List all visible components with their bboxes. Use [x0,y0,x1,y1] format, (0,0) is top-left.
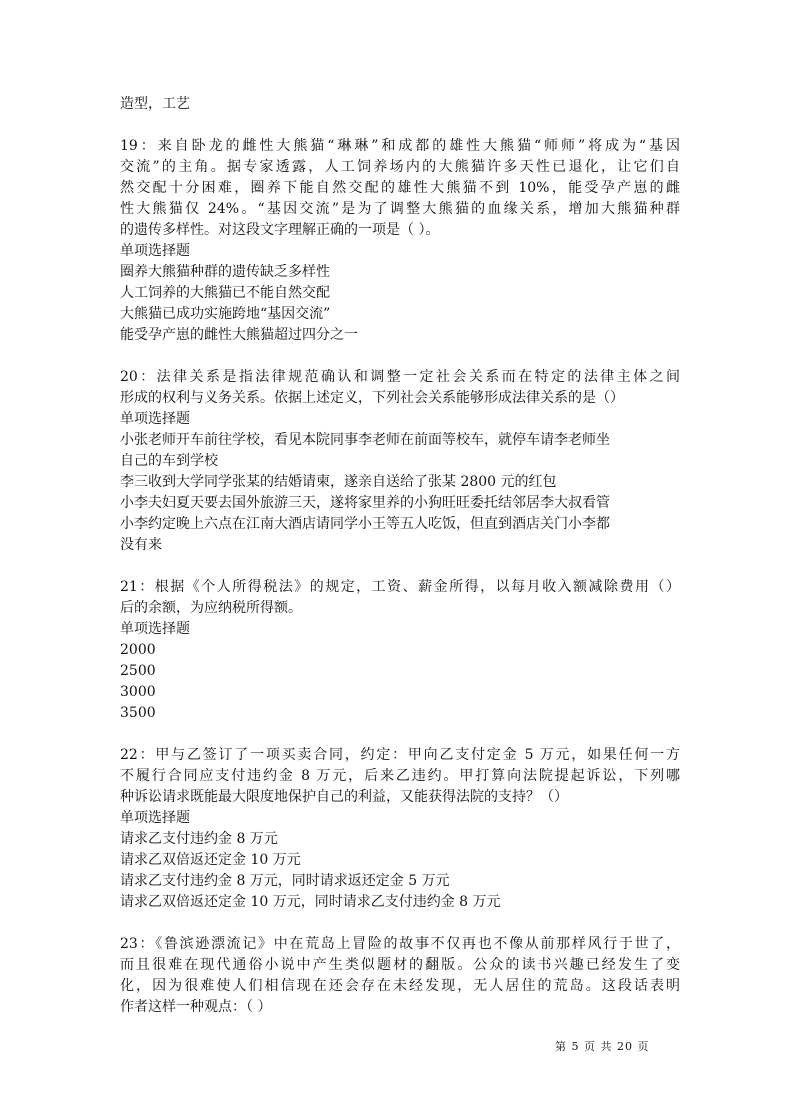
stem-line: 20：法律关系是指法律规范确认和调整一定社会关系而在特定的法律主体之间 [120,369,680,385]
option: 请求乙支付违约金 8 万元 [120,831,278,847]
page-content [120,94,680,1039]
page-number-footer: 第 5 页 共 20 页 [555,1040,650,1053]
question-22 [120,745,680,913]
question-type: 单项选择题 [120,810,190,826]
stem-line: 的遗传多样性。对这段文字理解正确的一项是（ ）。 [120,222,440,238]
question-stem [120,367,680,409]
question-type: 单项选择题 [120,243,190,259]
stem-line: 19：来自卧龙的雌性大熊猫“琳琳”和成都的雄性大熊猫“师师”将成为“基因 [120,138,680,154]
question-19 [120,136,680,346]
option: 能受孕产崽的雌性大熊猫超过四分之一 [120,327,358,343]
stem-line: 种诉讼请求既能最大限度地保护自己的利益，又能获得法院的支持？（） [120,789,568,805]
option: 人工饲养的大熊猫已不能自然交配 [120,285,330,301]
question-23 [120,934,680,1018]
option: 请求乙支付违约金 8 万元，同时请求返还定金 5 万元 [120,873,450,889]
question-stem [120,136,680,241]
option: 2500 [120,663,156,679]
option: 请求乙双倍返还定金 10 万元，同时请求乙支付违约金 8 万元 [120,894,501,910]
option: 3500 [120,705,156,721]
question-stem [120,577,680,619]
stem-line: 交流”的主角。据专家透露，人工饲养场内的大熊猫许多天性已退化，让它们自 [120,159,680,175]
stem-line: 性大熊猫仅 24%。“基因交流”是为了调整大熊猫的血缘关系，增加大熊猫种群 [120,201,680,217]
stem-line: 化，因为很难使人们相信现在还会存在未经发现，无人居住的荒岛。这段话表明 [120,978,680,994]
stem-line: 形成的权利与义务关系。依据上述定义，下列社会关系能够形成法律关系的是（） [120,390,624,406]
stem-line: 22：甲与乙签订了一项买卖合同，约定：甲向乙支付定金 5 万元，如果任何一方 [120,747,680,763]
option: 请求乙双倍返还定金 10 万元 [120,852,301,868]
option: 小李约定晚上六点在江南大酒店请同学小王等五人吃饭，但直到酒店关门小李都 [120,516,610,532]
option: 小张老师开车前往学校，看见本院同事李老师在前面等校车，就停车请李老师坐 [120,432,610,448]
option: 3000 [120,684,156,700]
question-type: 单项选择题 [120,411,190,427]
question-21 [120,577,680,724]
stem-line: 21：根据《个人所得税法》的规定，工资、薪金所得，以每月收入额减除费用（） [120,579,680,595]
stem-line: 23：《鲁滨逊漂流记》中在荒岛上冒险的故事不仅再也不像从前那样风行于世了， [120,936,680,952]
question-stem [120,934,680,1018]
stem-line: 不履行合同应支付违约金 8 万元，后来乙违约。甲打算向法院提起诉讼，下列哪 [120,768,680,784]
option: 2000 [120,642,156,658]
stem-line: 而且很难在现代通俗小说中产生类似题材的翻版。公众的读书兴趣已经发生了变 [120,957,680,973]
option: 圈养大熊猫种群的遗传缺乏多样性 [120,264,330,280]
option-continuation: 自己的车到学校 [120,453,218,469]
question-20 [120,367,680,556]
option: 李三收到大学同学张某的结婚请柬，遂亲自送给了张某 2800 元的红包 [120,474,557,490]
stem-line: 然交配十分困难，圈养下能自然交配的雄性大熊猫不到 10%，能受孕产崽的雌 [120,180,680,196]
continued-option-fragment: 造型，工艺 [120,96,190,112]
option-continuation: 没有来 [120,537,162,553]
question-type: 单项选择题 [120,621,190,637]
option: 大熊猫已成功实施跨地“基因交流” [120,306,331,322]
stem-line: 后的余额，为应纳税所得额。 [120,600,302,616]
option: 小李夫妇夏天要去国外旅游三天，遂将家里养的小狗旺旺委托结邻居李大叔看管 [120,495,610,511]
question-stem [120,745,680,808]
stem-line: 作者这样一种观点：（ ） [120,999,272,1015]
